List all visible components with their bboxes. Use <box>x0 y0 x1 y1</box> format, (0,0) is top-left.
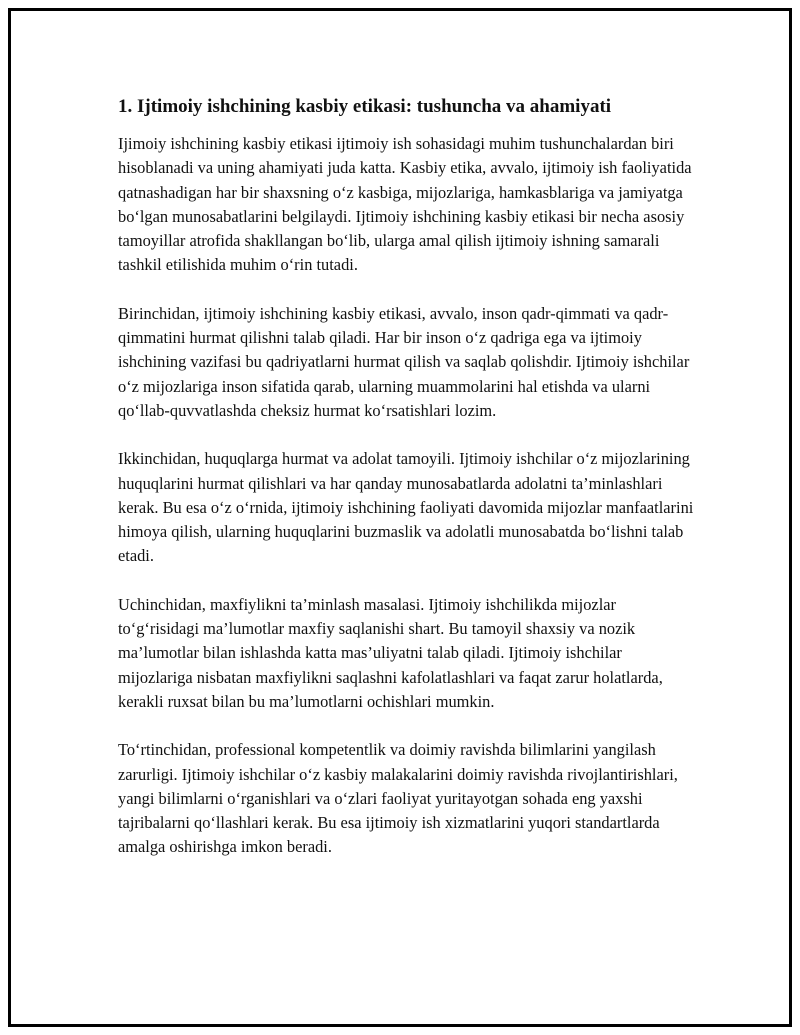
paragraph-third-principle: Uchinchidan, maxfiylikni ta’minlash masalasi. Ijtimoiy ishchilikda mijozlar to‘g‘risidagi ma’lumotlar maxfiy saqlanishi shart. Bu tamoyil shaxsiy va nozik ma’lumotlar bilan ishlashda katta mas’uliyatni talab qiladi. Ijtimoiy ishchilar mijozlariga nisbatan maxfiylikni saqlashni kafolatlashlari va faqat zarur holatlarda, kerakli ruxsat bilan bu ma’lumotlarni ochishlari mumkin. <box>118 594 663 711</box>
document-body <box>118 94 698 884</box>
paragraph-fourth-principle: To‘rtinchidan, professional kompetentlik va doimiy ravishda bilimlarini yangilash zarurligi. Ijtimoiy ishchilar o‘z kasbiy malakalarini doimiy ravishda rivojlantirishlari, yangi bilimlarni o‘rganishlari va o‘zlari faoliyat yuritayotgan sohada eng yaxshi tajribalarni qo‘llashlari kerak. Bu esa ijtimoiy ish xizmatlarini yuqori standartlarda amalga oshirishga imkon beradi. <box>118 740 678 857</box>
paragraph-first-principle: Birinchidan, ijtimoiy ishchining kasbiy etikasi, avvalo, inson qadr-qimmati va qadr-qimmatini hurmat qilishni talab qiladi. Har bir inson o‘z qadriga ega va ijtimoiy ishchining vazifasi bu qadriyatlarni hurmat qilish va saqlab qolishdir. Ijtimoiy ishchilar o‘z mijozlariga inson sifatida qarab, ularning muammolarini hal etishda va ularni qo‘llab-quvvatlashda cheksiz hurmat ko‘rsatishlari lozim. <box>118 303 690 420</box>
paragraph-intro: Ijimoiy ishchining kasbiy etikasi ijtimoiy ish sohasidagi muhim tushunchalardan biri hisoblanadi va uning ahamiyati juda katta. Kasbiy etika, avvalo, ijtimoiy ish faoliyatida qatnashadigan har bir shaxsning o‘z kasbiga, mijozlariga, hamkasblariga va jamiyatga bo‘lgan munosabatlarini belgilaydi. Ijtimoiy ishchining kasbiy etikasi bir necha asosiy tamoyillar atrofida shakllangan bo‘lib, ularga amal qilish ijtimoiy ishning samarali tashkil etilishida muhim o‘rin tutadi. <box>118 134 692 275</box>
paragraph-second-principle: Ikkinchidan, huquqlarga hurmat va adolat tamoyili. Ijtimoiy ishchilar o‘z mijozlarining huquqlarini hurmat qilishlari va har qanday munosabatlarda adolatni ta’minlashlari kerak. Bu esa o‘z o‘rnida, ijtimoiy ishchining faoliyati davomida mijozlar manfaatlarini himoya qilish, ularning huquqlarini buzmaslik va adolatli munosabatda bo‘lishni talab etadi. <box>118 449 694 566</box>
section-title: 1. Ijtimoiy ishchining kasbiy etikasi: tushuncha va ahamiyati <box>118 96 612 117</box>
